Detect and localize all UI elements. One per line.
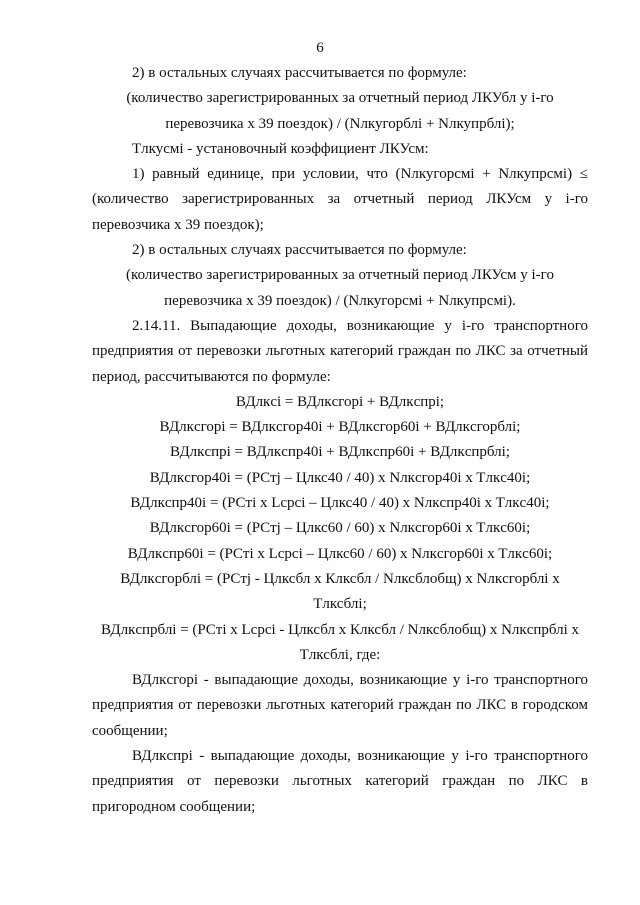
definition-paragraph: ВДлкcгорi - выпадающие доходы, возникающие у i-го транспортного предприятия от перевозки льготных категорий граждан по ЛКС в городском сообщении; [92,672,588,739]
formula-line: ВДлкcпр60i = (PCтi x Lсрci – Цлкс60 / 60) x Nлкcгор60i x Tлкc60i; [127,545,553,562]
paragraph: 2) в остальных случаях рассчитывается по формуле: [132,242,467,259]
definition-paragraph: ВДлкcпрi - выпадающие доходы, возникающие у i-го транспортного предприятия от перевозки льготных категорий граждан по ЛКС в пригородном сообщении; [92,748,588,815]
paragraph: 1) равный единице, при условии, что (Nлкугорсмi + Nлкупрсмi) ≤ (количество зарегистрированных за отчетный период ЛКУсм у i-го перевозчика x 39 поездок); [92,166,588,233]
formula-line: ВДлкcпр40i = (PCтi x Lсрci – Цлкс40 / 40) x Nлкcпр40i x Tлкc40i; [130,495,550,512]
formula-line: ВДлкcгор60i = (PCтj – Цлкс60 / 60) x Nлкcгор60i x Tлкc60i; [149,520,531,537]
formula-line: ВДлкcпрблi = (PCтi x Lсрci - Цлксбл x Клксбл / Nлксблобщ) x Nлкcпрблi x Tлксблi, где: [100,621,580,663]
formula-line: ВДлкcгор40i = (PCтj – Цлкс40 / 40) x Nлкcгор40i x Tлкc40i; [149,469,531,486]
formula-line: ВДлкci = ВДлкcгорi + ВДлкcпрi; [235,393,445,410]
paragraph: 2) в остальных случаях рассчитывается по формуле: [132,65,467,81]
formula-paragraph: (количество зарегистрированных за отчетный период ЛКУбл у i-го перевозчика x 39 поездок) / (Nлкугорблi + Nлкупрблi); [126,90,554,132]
paragraph: Tлкуcмi - установочный коэффициент ЛКУсм: [132,140,429,157]
document-body [92,61,588,820]
paragraph: 2.14.11. Выпадающие доходы, возникающие у i-го транспортного предприятия от перевозки льготных категорий граждан по ЛКС за отчетный период, рассчитываются по формуле: [92,317,588,385]
page-number: 6 [316,40,324,56]
formula-line: ВДлкcпрi = ВДлкcпр40i + ВДлкcпр60i + ВДлкcпрблi; [170,444,510,461]
formula-line: ВДлкcгорблi = (PCтj - Цлксбл x Клксбл / Nлксблобщ) x Nлкcгорблi x Tлксблi; [120,570,560,613]
formula-line: ВДлкcгорi = ВДлкcгор40i + ВДлкcгор60i + ВДлкcгорблi; [159,419,521,436]
formula-paragraph: (количество зарегистрированных за отчетный период ЛКУсм у i-го перевозчика x 39 поездок) / (Nлкугорсмi + Nлкупрсмi). [126,267,554,309]
